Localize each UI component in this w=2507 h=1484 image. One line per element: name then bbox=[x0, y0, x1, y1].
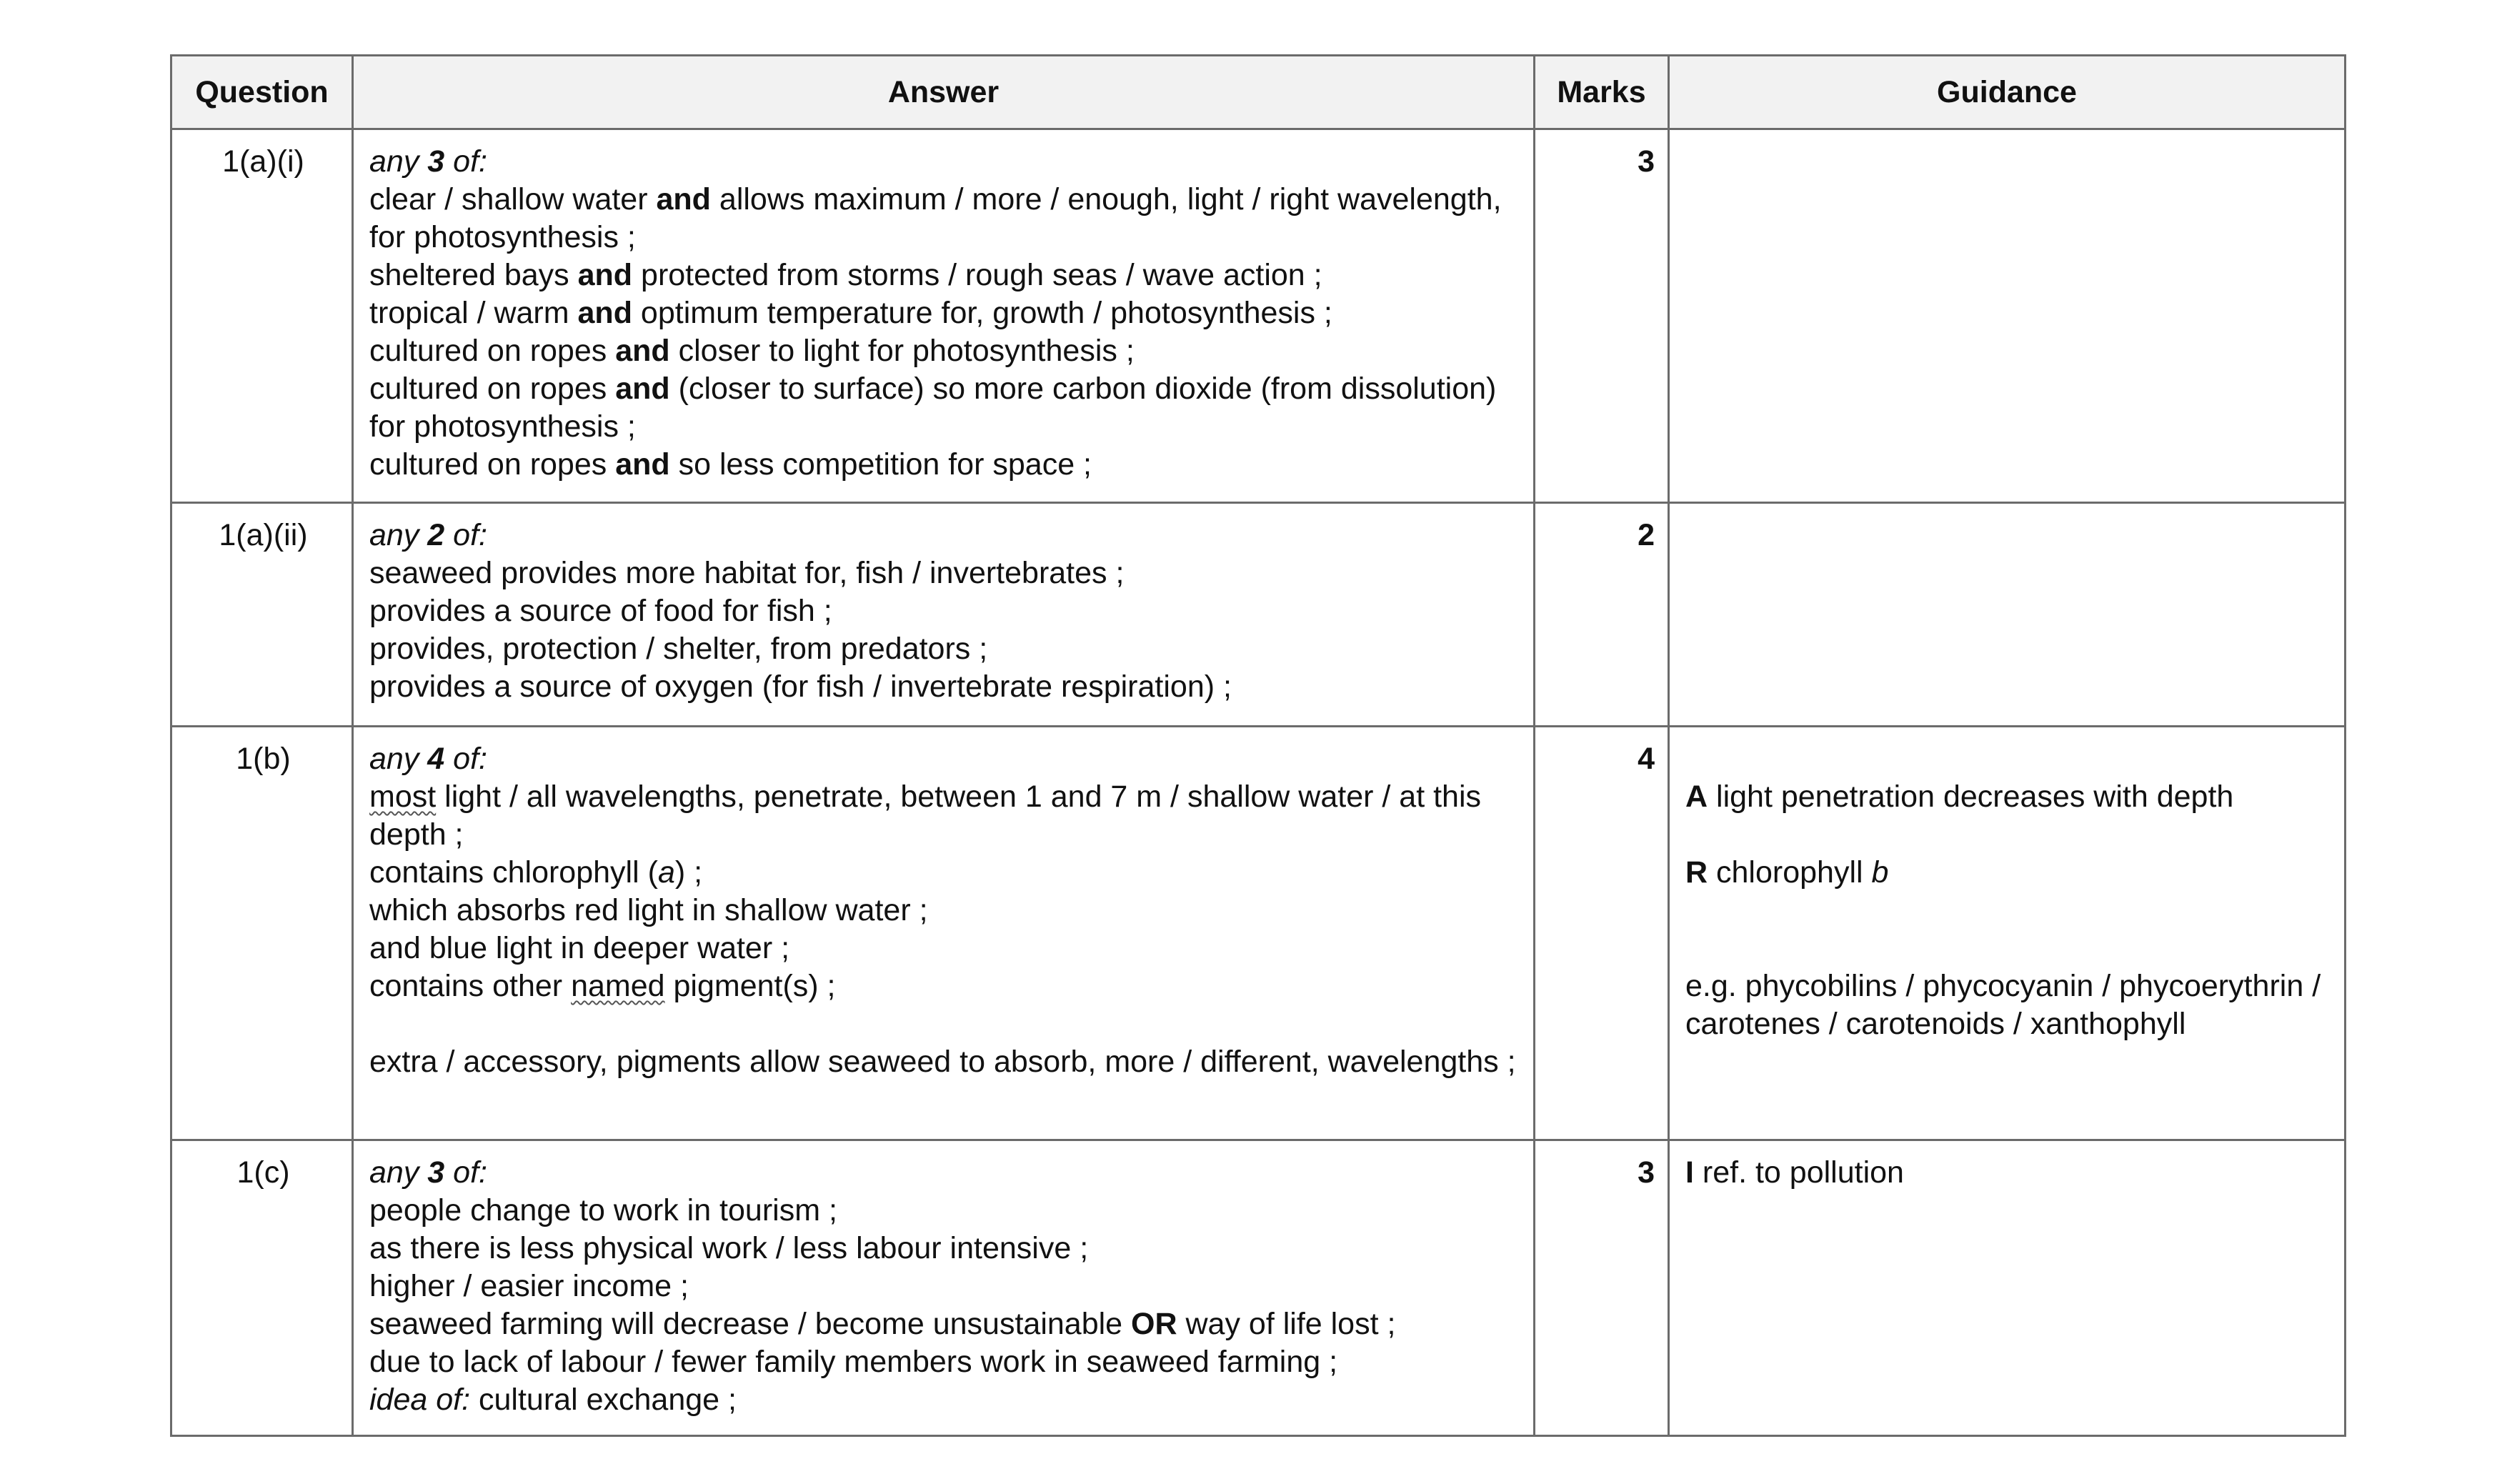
answer-point: due to lack of labour / fewer family members work in seaweed farming ; bbox=[369, 1345, 1338, 1379]
table-row bbox=[171, 129, 2346, 503]
answer-point: extra / accessory, pigments allow seaweed to absorb, more / different, wavelengths ; bbox=[369, 1045, 1516, 1079]
table-row bbox=[171, 727, 2346, 1140]
answer-point: provides a source of food for fish ; bbox=[369, 594, 832, 628]
guidance-note: R chlorophyll b bbox=[1685, 855, 1889, 890]
header-marks: Marks bbox=[1535, 56, 1669, 129]
answer-point: contains chlorophyll (a) ; bbox=[369, 855, 703, 890]
question-cell: 1(a)(ii) bbox=[171, 503, 353, 727]
answer-point: most light / all wavelengths, penetrate, between 1 and 7 m / shallow water / at this depth ; bbox=[369, 780, 1482, 852]
guidance-cell bbox=[1669, 1140, 2346, 1436]
answer-point: tropical / warm and optimum temperature for, growth / photosynthesis ; bbox=[369, 296, 1332, 330]
mark-scheme bbox=[170, 54, 2344, 1437]
answer-point: seaweed provides more habitat for, fish / invertebrates ; bbox=[369, 556, 1125, 590]
spacer bbox=[1685, 930, 2331, 967]
spacer bbox=[1685, 740, 2331, 778]
answer-cell bbox=[353, 503, 1535, 727]
answer-point: provides a source of oxygen (for fish / invertebrate respiration) ; bbox=[369, 669, 1232, 704]
header-question: Question bbox=[171, 56, 353, 129]
answer-point: which absorbs red light in shallow water ; bbox=[369, 893, 928, 927]
answer-point: contains other named pigment(s) ; bbox=[369, 969, 836, 1003]
spacer bbox=[369, 1005, 1520, 1043]
guidance-cell bbox=[1669, 727, 2346, 1140]
answer-cell bbox=[353, 1140, 1535, 1436]
guidance-cell bbox=[1669, 129, 2346, 503]
header-guidance: Guidance bbox=[1669, 56, 2346, 129]
guidance-note: A light penetration decreases with depth bbox=[1685, 780, 2234, 814]
answer-point: provides, protection / shelter, from predators ; bbox=[369, 632, 988, 666]
header-row bbox=[171, 56, 2346, 129]
answer-point: idea of: cultural exchange ; bbox=[369, 1383, 737, 1417]
guidance-note: I ref. to pollution bbox=[1685, 1155, 1904, 1190]
guidance-cell bbox=[1669, 503, 2346, 727]
spacer bbox=[1685, 892, 2331, 930]
spacer bbox=[1685, 816, 2331, 854]
mark-scheme-table bbox=[170, 54, 2346, 1437]
question-cell: 1(b) bbox=[171, 727, 353, 1140]
answer-point: clear / shallow water and allows maximum / more / enough, light / right wavelength, for photosynthesis ; bbox=[369, 182, 1502, 254]
question-cell: 1(a)(i) bbox=[171, 129, 353, 503]
guidance-note: e.g. phycobilins / phycocyanin / phycoerythrin / carotenes / carotenoids / xanthophyll bbox=[1685, 969, 2321, 1041]
answer-point: cultured on ropes and (closer to surface) so more carbon dioxide (from dissolution) for photosynthesis ; bbox=[369, 372, 1497, 444]
answer-intro: any 4 of: bbox=[369, 742, 487, 776]
table-row bbox=[171, 1140, 2346, 1436]
answer-intro: any 3 of: bbox=[369, 1155, 487, 1190]
table-row bbox=[171, 503, 2346, 727]
answer-point: and blue light in deeper water ; bbox=[369, 931, 790, 965]
answer-point: seaweed farming will decrease / become unsustainable OR way of life lost ; bbox=[369, 1307, 1396, 1341]
answer-cell bbox=[353, 129, 1535, 503]
answer-cell bbox=[353, 727, 1535, 1140]
answer-point: sheltered bays and protected from storms / rough seas / wave action ; bbox=[369, 258, 1322, 292]
answer-intro: any 3 of: bbox=[369, 144, 487, 179]
answer-point: as there is less physical work / less labour intensive ; bbox=[369, 1231, 1089, 1265]
answer-intro: any 2 of: bbox=[369, 518, 487, 552]
marks-cell: 3 bbox=[1535, 129, 1669, 503]
header-answer: Answer bbox=[353, 56, 1535, 129]
marks-cell: 4 bbox=[1535, 727, 1669, 1140]
answer-point: people change to work in tourism ; bbox=[369, 1193, 837, 1227]
answer-point: higher / easier income ; bbox=[369, 1269, 689, 1303]
answer-point: cultured on ropes and closer to light for photosynthesis ; bbox=[369, 334, 1135, 368]
marks-cell: 3 bbox=[1535, 1140, 1669, 1436]
question-cell: 1(c) bbox=[171, 1140, 353, 1436]
answer-point: cultured on ropes and so less competition for space ; bbox=[369, 447, 1092, 482]
marks-cell: 2 bbox=[1535, 503, 1669, 727]
